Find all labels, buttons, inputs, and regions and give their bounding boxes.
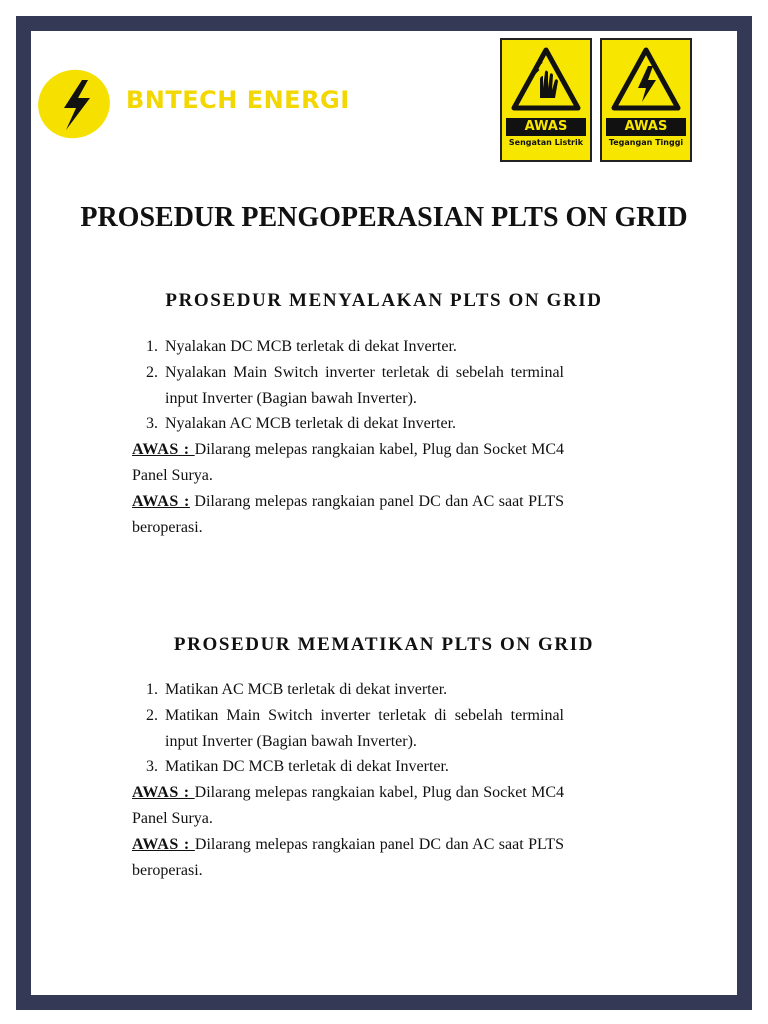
sign-label: AWAS — [506, 118, 586, 136]
warning-label: AWAS : — [132, 784, 195, 802]
warning-sign-high-voltage — [600, 38, 692, 162]
electric-shock-hand-icon — [510, 46, 582, 114]
list-item — [132, 703, 564, 755]
section-heading-turn-on: PROSEDUR MENYALAKAN PLTS ON GRID — [165, 290, 603, 311]
warning-label: AWAS : — [132, 492, 190, 510]
list-item — [132, 334, 564, 360]
warning-signs — [500, 38, 700, 162]
step-text: Nyalakan DC MCB terletak di dekat Inverter. — [165, 338, 457, 355]
warning-text: Dilarang melepas rangkaian panel DC dan AC saat PLTS beroperasi. — [132, 492, 565, 536]
warning-text: Dilarang melepas rangkaian panel DC dan AC saat PLTS beroperasi. — [132, 835, 564, 879]
section-body-turn-on — [132, 334, 564, 540]
warning-note — [132, 780, 564, 832]
list-item — [132, 754, 564, 780]
high-voltage-bolt-icon — [610, 46, 682, 114]
company-logo — [38, 70, 418, 140]
section-heading-turn-off: PROSEDUR MEMATIKAN PLTS ON GRID — [173, 634, 595, 655]
step-number: 1. — [146, 681, 158, 698]
section-body-turn-off — [132, 677, 564, 883]
step-number: 3. — [146, 415, 158, 433]
sign-subtitle: Sengatan Listrik — [508, 138, 584, 147]
step-text: Nyalakan Main Switch inverter terletak di sebelah terminal input Inverter (Bagian bawah Inverter). — [165, 363, 564, 407]
list-item — [132, 411, 564, 437]
sign-label: AWAS — [606, 118, 686, 136]
step-number: 2. — [146, 363, 158, 381]
step-number: 3. — [146, 758, 158, 776]
step-number: 2. — [146, 706, 158, 724]
step-text: Matikan Main Switch inverter terletak di sebelah terminal input Inverter (Bagian bawah Inverter). — [165, 706, 564, 750]
lightning-bolt-icon — [52, 78, 100, 132]
step-text: Matikan AC MCB terletak di dekat inverter. — [165, 681, 448, 698]
warning-sign-electric-shock — [500, 38, 592, 162]
list-item — [132, 360, 564, 412]
step-number: 1. — [146, 338, 158, 355]
warning-label: AWAS : — [132, 441, 195, 459]
warning-note — [132, 489, 564, 541]
warning-note — [132, 437, 564, 489]
warning-text: Dilarang melepas rangkaian kabel, Plug dan Socket MC4 Panel Surya. — [132, 784, 564, 827]
page-title: PROSEDUR PENGOPERASIAN PLTS ON GRID — [80, 202, 688, 233]
logo-text: BNTECH ENERGI — [126, 86, 350, 114]
sign-subtitle: Tegangan Tinggi — [608, 138, 684, 147]
step-text: Nyalakan AC MCB terletak di dekat Inverter. — [165, 415, 457, 433]
list-item — [132, 677, 564, 703]
warning-label: AWAS : — [132, 835, 195, 853]
step-text: Matikan DC MCB terletak di dekat Inverter. — [165, 758, 449, 776]
warning-note — [132, 832, 564, 884]
warning-text: Dilarang melepas rangkaian kabel, Plug dan Socket MC4 Panel Surya. — [132, 441, 564, 484]
